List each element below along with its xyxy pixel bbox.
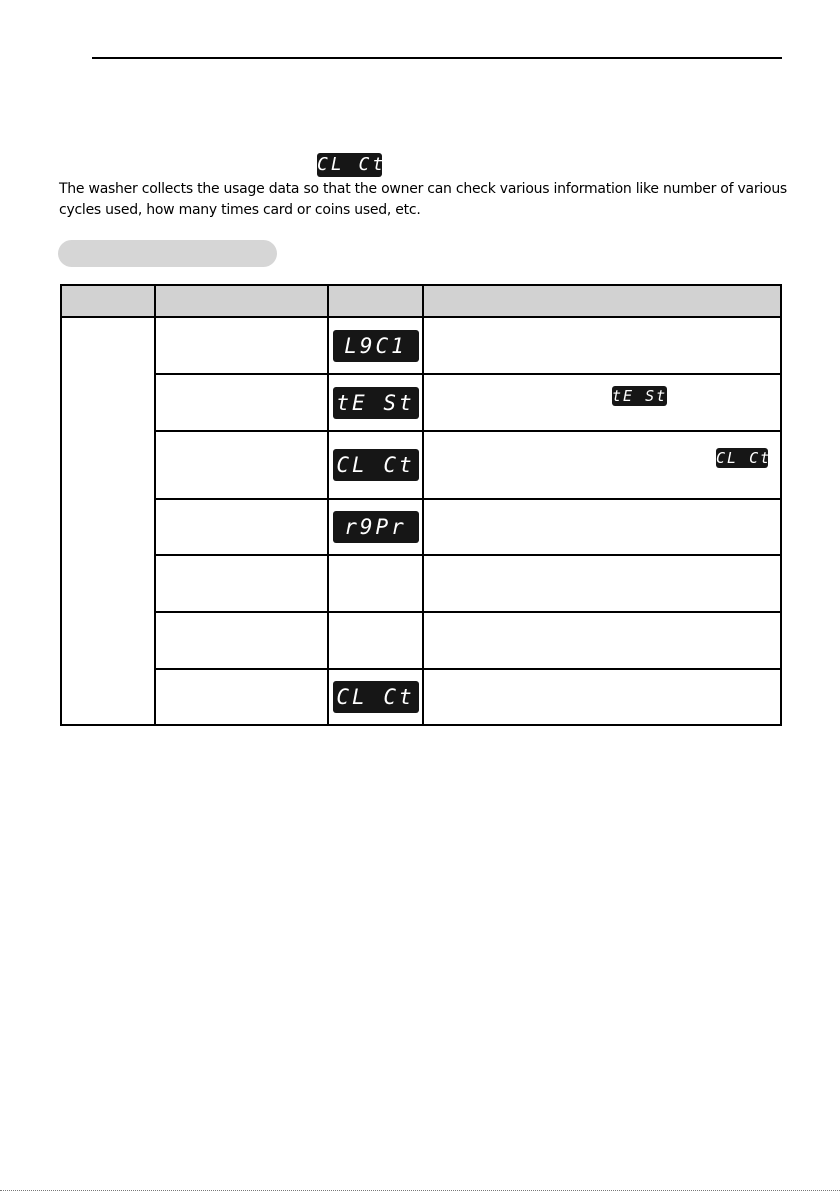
display-cell — [328, 612, 423, 669]
usage-data-table — [60, 284, 782, 726]
table-row — [61, 555, 781, 612]
lcd-inline-display: tE St — [612, 387, 668, 405]
lcd-display: CL Ct — [333, 449, 419, 481]
header-cell — [423, 285, 781, 317]
group-cell — [61, 317, 155, 725]
table-row — [61, 374, 781, 431]
lcd-display-header: CL Ct — [317, 154, 387, 175]
header-cell — [61, 285, 155, 317]
table-row — [61, 499, 781, 555]
lcd-display: tE St — [333, 387, 419, 419]
description-cell — [423, 669, 781, 725]
display-cell — [328, 499, 423, 555]
step-cell — [155, 555, 328, 612]
table-header-row — [61, 285, 781, 317]
lcd-inline-display: CL Ct — [716, 449, 772, 467]
display-cell — [328, 374, 423, 431]
intro-paragraph: The washer collects the usage data so that the owner can check various information like number of various cycles used, how many times card or coins used, etc. — [59, 181, 787, 218]
display-cell — [328, 669, 423, 725]
description-cell — [423, 317, 781, 374]
table-row — [61, 669, 781, 725]
step-cell — [155, 317, 328, 374]
display-cell — [328, 431, 423, 499]
header-rule — [92, 57, 782, 59]
description-cell — [423, 374, 781, 431]
table-row — [61, 612, 781, 669]
header-cell — [328, 285, 423, 317]
description-cell — [423, 612, 781, 669]
step-cell — [155, 431, 328, 499]
table-row — [61, 317, 781, 374]
step-cell — [155, 499, 328, 555]
header-cell — [155, 285, 328, 317]
description-cell — [423, 555, 781, 612]
lcd-display: CL Ct — [333, 681, 419, 713]
lcd-display: L9C1 — [333, 330, 419, 362]
step-cell — [155, 612, 328, 669]
display-cell — [328, 555, 423, 612]
description-cell — [423, 499, 781, 555]
section-label-pill — [58, 240, 277, 267]
display-cell — [328, 317, 423, 374]
table-row — [61, 431, 781, 499]
lcd-display: r9Pr — [333, 511, 419, 543]
step-cell — [155, 669, 328, 725]
page-bottom-edge — [0, 1190, 840, 1191]
step-cell — [155, 374, 328, 431]
